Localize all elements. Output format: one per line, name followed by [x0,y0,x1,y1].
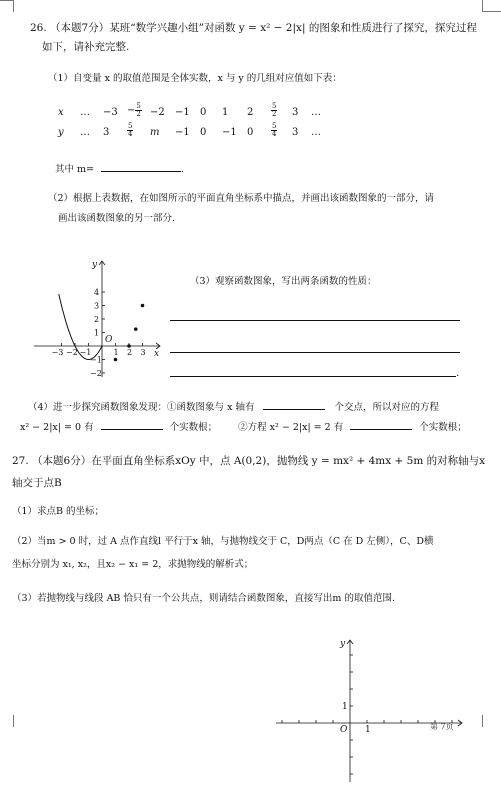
crop-mark-bottom-left [13,715,14,727]
table-x-cell: … [311,107,321,118]
table-y-cell: 3 [103,127,110,138]
roots-blank-2[interactable] [350,418,412,430]
x-tick-label: 1 [365,725,371,735]
q26-part4-line1 [28,398,439,415]
table-x-cell: 2 [247,107,254,118]
y-axis-label: y [92,260,98,270]
data-point [141,304,145,308]
table-x-cell: 1 [222,107,229,118]
part4-d: 个实数根； [169,422,218,433]
table-x-cell: − $\frac{5}{2}$ [127,102,141,118]
q26-part3: （3）观察函数图象，写出两条函数的性质： [190,276,377,287]
data-point [114,358,118,362]
x-tick-label: −3 [51,348,64,357]
intersections-blank[interactable] [263,398,325,410]
part4-e: ②方程 x² − 2|x| = 2 有 [238,422,344,433]
answer-line-3[interactable] [170,376,456,377]
q26-part2-line2: 画出该函数图象的另一部分. [58,213,176,224]
m-prompt-label: 其中 m= [55,164,94,175]
y-tick-label: 1 [94,328,100,338]
table-x-cell: … [80,107,90,118]
table-y-cell: 0 [247,127,254,138]
y-axis-label: y [340,639,346,649]
part4-a: （4）进一步探究函数图象发现：①函数图象与 x 轴有 [28,402,255,413]
m-answer-blank[interactable] [101,160,181,172]
table-y-cell: 0 [200,127,207,138]
part4-b: 个交点，所以对应的方程 [334,402,440,413]
q27-coordinate-axes [270,630,470,785]
table-y-cell: m [150,127,160,138]
table-y-cell: −1 [175,127,190,138]
q26-header: 26. （本题7分）某班“数学兴趣小组”对函数 y = x² − 2|x| 的图象和性质进行了探究，探究过程 [30,22,477,34]
q27-part2-a: （2）当m > 0 时，过 A 点作直线l 平行于x 轴，与抛物线交于 C，D两点（C 在 D 左侧），C、D横 [12,536,434,547]
x-tick-label: 1 [113,348,119,357]
x-tick-label: 3 [140,348,146,357]
x-tick-label: 2 [127,348,133,357]
table-x-cell: −1 [175,107,190,118]
x-tick-label: −2 [66,348,78,357]
y-tick-label: 3 [94,301,100,311]
y-tick-label: −1 [90,355,102,365]
y-tick-label: 2 [94,315,100,324]
crop-mark-top-left [13,0,14,12]
x-tick-label: −1 [79,348,92,357]
table-y-cell: $\frac{5}{4}$ [128,122,133,138]
table-y-label: y [58,127,64,138]
table-x-cell: $\frac{5}{2}$ [272,102,277,118]
y-tick-label: −2 [90,369,102,378]
table-y-cell: … [311,127,321,138]
part3-end-dot: . [456,367,460,379]
m-suffix: . [181,164,185,175]
q26-part1: （1）自变量 x 的取值范围是全体实数，x 与 y 的几组对应值如下表： [48,73,342,84]
q27-header-b: 轴交于点B [12,477,62,489]
m-prompt [55,160,184,177]
table-y-cell: −1 [222,127,237,138]
q26-coordinate-graph [28,255,168,385]
page-number: 第 7页 [430,722,454,731]
part4-c: x² − 2|x| = 0 有 [20,422,94,433]
table-x-cell: −2 [150,107,165,118]
y-tick-label: 4 [94,288,100,297]
q26-header-cont: 如下，请补充完整. [42,41,130,53]
q27-part3: （3）若抛物线与线段 AB 恰只有一个公共点，则请结合函数图象，直接写出m 的取值范围. [12,593,395,604]
crop-mark-bottom-right [482,715,483,727]
roots-blank-1[interactable] [101,418,163,430]
table-x-label: x [58,107,64,118]
crop-mark-top-right [482,11,501,12]
answer-line-2[interactable] [170,352,460,353]
answer-line-1[interactable] [170,320,460,321]
q27-header-a: 27. （本题6分）在平面直角坐标系xOy 中，点 A(0,2)，抛物线 y = mx² + 4mx + 5m 的对称轴与x [12,455,486,467]
table-x-cell: −3 [103,107,118,118]
table-x-cell: 0 [200,107,207,118]
q26-part4-line2 [20,418,467,435]
part4-f: 个实数根； [419,422,467,433]
data-point [134,327,138,331]
origin-label: O [105,335,113,345]
table-y-cell: … [80,127,90,138]
q27-part2-b: 坐标分别为 x₁, x₂，且x₂ − x₁ = 2，求抛物线的解析式； [12,559,254,570]
q27-part1: （1）求点B 的坐标； [12,506,105,517]
table-y-cell: $\frac{5}{4}$ [272,122,277,138]
crop-mark-top-left [0,0,14,1]
table-x-cell: 3 [292,107,299,118]
x-axis-label: x [154,349,160,359]
table-y-cell: 3 [292,127,299,138]
q26-part2-line1: （2）根据上表数据，在如图所示的平面直角坐标系中描点，并画出该函数图象的一部分，请 [48,193,435,204]
origin-label: O [340,725,348,735]
y-tick-label: 1 [342,702,348,712]
